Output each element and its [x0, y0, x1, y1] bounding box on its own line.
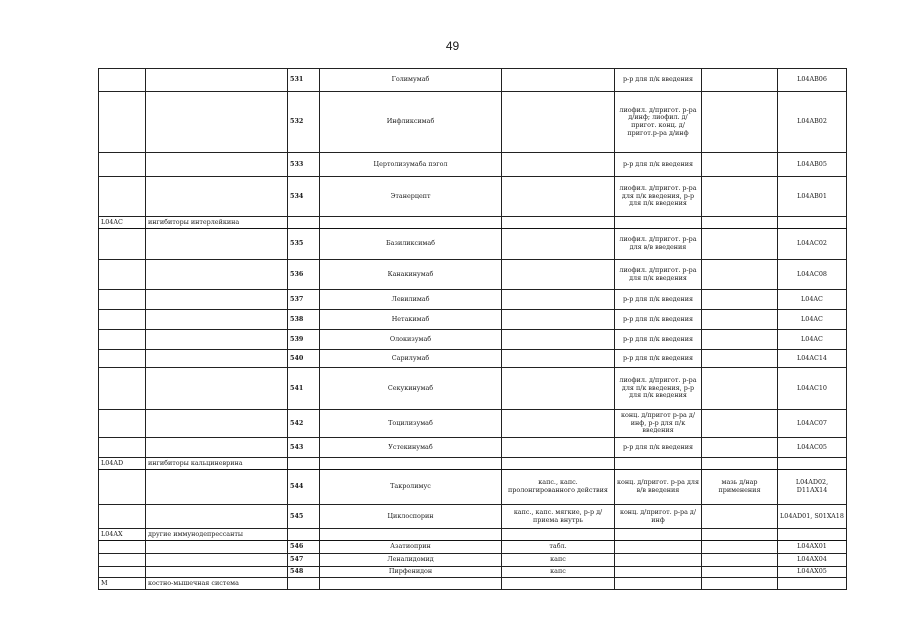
- drug-name-cell: Пирфенидон: [320, 567, 502, 578]
- dosage-form-injection-cell: [615, 217, 702, 229]
- dosage-form-injection-cell: лиофил. д/пригот. р-ра для п/к введения, р-р для п/к введения: [615, 177, 702, 217]
- dosage-form-oral-cell: капс., капс. мягкие, р-р д/приема внутрь: [502, 505, 615, 529]
- atc-group-code-cell: [99, 505, 146, 529]
- dosage-form-oral-cell: [502, 290, 615, 310]
- group-header-row: [99, 529, 847, 541]
- atc-code-cell: L04AC10: [778, 368, 847, 410]
- dosage-form-topical-cell: [702, 458, 778, 470]
- group-header-row: [99, 217, 847, 229]
- drug-name-cell: [320, 217, 502, 229]
- dosage-form-oral-cell: [502, 177, 615, 217]
- dosage-form-injection-cell: р-р для п/к введения: [615, 310, 702, 330]
- dosage-form-oral-cell: [502, 260, 615, 290]
- atc-group-code-cell: [99, 177, 146, 217]
- table-row: [99, 92, 847, 153]
- dosage-form-injection-cell: р-р для п/к введения: [615, 153, 702, 177]
- dosage-form-oral-cell: [502, 217, 615, 229]
- dosage-form-injection-cell: р-р для п/к введения: [615, 290, 702, 310]
- atc-code-cell: L04AC05: [778, 438, 847, 458]
- dosage-form-injection-cell: р-р для п/к введения: [615, 69, 702, 92]
- dosage-form-injection-cell: лиофил. д/пригот. р-ра д/инф; лиофил. д/пригот. конц. д/пригот.р-ра д/инф: [615, 92, 702, 153]
- row-number-cell: 531: [288, 69, 320, 92]
- table-row: [99, 554, 847, 567]
- group-name-cell: ингибиторы кальциневрина: [146, 458, 288, 470]
- group-name-cell: [146, 153, 288, 177]
- row-number-cell: 538: [288, 310, 320, 330]
- dosage-form-injection-cell: конц. д/пригот. р-ра для в/в введения: [615, 470, 702, 505]
- atc-group-code-cell: [99, 290, 146, 310]
- group-name-cell: [146, 330, 288, 350]
- drug-name-cell: Цертолизумаба пэгол: [320, 153, 502, 177]
- atc-code-cell: L04AC02: [778, 229, 847, 260]
- row-number-cell: [288, 458, 320, 470]
- atc-code-cell: L04AX01: [778, 541, 847, 554]
- atc-code-cell: L04AB06: [778, 69, 847, 92]
- dosage-form-topical-cell: [702, 92, 778, 153]
- group-name-cell: [146, 92, 288, 153]
- table-row: [99, 578, 847, 590]
- dosage-form-oral-cell: [502, 92, 615, 153]
- atc-code-cell: L04AC: [778, 330, 847, 350]
- group-name-cell: [146, 567, 288, 578]
- table-row: [99, 260, 847, 290]
- group-name-cell: [146, 438, 288, 458]
- dosage-form-injection-cell: конц. д/пригот р-ра д/инф, р-р для п/к введения: [615, 410, 702, 438]
- atc-group-code-cell: [99, 92, 146, 153]
- group-header-row: [99, 458, 847, 470]
- atc-code-cell: L04AD02, D11AX14: [778, 470, 847, 505]
- group-name-cell: [146, 541, 288, 554]
- drug-name-cell: Такролимус: [320, 470, 502, 505]
- atc-group-code-cell: [99, 438, 146, 458]
- atc-code-cell: L04AC: [778, 290, 847, 310]
- table-row: [99, 229, 847, 260]
- dosage-form-oral-cell: [502, 578, 615, 590]
- atc-group-code-cell: L04AD: [99, 458, 146, 470]
- table-row: [99, 567, 847, 578]
- dosage-form-injection-cell: лиофил. д/пригот. р-ра для п/к введения: [615, 260, 702, 290]
- drug-name-cell: Олокизумаб: [320, 330, 502, 350]
- drug-name-cell: Устекинумаб: [320, 438, 502, 458]
- dosage-form-injection-cell: р-р для п/к введения: [615, 350, 702, 368]
- drug-name-cell: Канакинумаб: [320, 260, 502, 290]
- dosage-form-topical-cell: [702, 541, 778, 554]
- atc-code-cell: [778, 578, 847, 590]
- row-number-cell: 548: [288, 567, 320, 578]
- dosage-form-injection-cell: [615, 529, 702, 541]
- dosage-form-topical-cell: мазь д/нар применения: [702, 470, 778, 505]
- dosage-form-topical-cell: [702, 330, 778, 350]
- row-number-cell: 533: [288, 153, 320, 177]
- drug-name-cell: Тоцилизумаб: [320, 410, 502, 438]
- dosage-form-topical-cell: [702, 69, 778, 92]
- dosage-form-oral-cell: табл.: [502, 541, 615, 554]
- dosage-form-topical-cell: [702, 217, 778, 229]
- drug-name-cell: Циклоспорин: [320, 505, 502, 529]
- dosage-form-injection-cell: р-р для п/к введения: [615, 330, 702, 350]
- dosage-form-oral-cell: [502, 310, 615, 330]
- group-name-cell: [146, 177, 288, 217]
- row-number-cell: 543: [288, 438, 320, 458]
- row-number-cell: [288, 217, 320, 229]
- dosage-form-topical-cell: [702, 153, 778, 177]
- dosage-form-topical-cell: [702, 310, 778, 330]
- drug-name-cell: [320, 529, 502, 541]
- atc-code-cell: L04AC14: [778, 350, 847, 368]
- dosage-form-topical-cell: [702, 350, 778, 368]
- atc-group-code-cell: [99, 310, 146, 330]
- row-number-cell: 537: [288, 290, 320, 310]
- dosage-form-topical-cell: [702, 260, 778, 290]
- row-number-cell: [288, 578, 320, 590]
- group-name-cell: [146, 368, 288, 410]
- atc-group-code-cell: [99, 541, 146, 554]
- group-name-cell: [146, 310, 288, 330]
- dosage-form-topical-cell: [702, 567, 778, 578]
- drug-list-table: [98, 68, 847, 590]
- group-name-cell: [146, 410, 288, 438]
- table-row: [99, 69, 847, 92]
- atc-code-cell: [778, 529, 847, 541]
- dosage-form-oral-cell: капс., капс. пролонгированного действия: [502, 470, 615, 505]
- table-row: [99, 330, 847, 350]
- dosage-form-injection-cell: [615, 458, 702, 470]
- row-number-cell: 546: [288, 541, 320, 554]
- atc-code-cell: L04AB05: [778, 153, 847, 177]
- dosage-form-topical-cell: [702, 554, 778, 567]
- table-row: [99, 505, 847, 529]
- page-number: 49: [445, 39, 460, 53]
- atc-group-code-cell: [99, 554, 146, 567]
- atc-code-cell: L04AC07: [778, 410, 847, 438]
- group-name-cell: [146, 229, 288, 260]
- drug-name-cell: Леналидомид: [320, 554, 502, 567]
- dosage-form-injection-cell: [615, 578, 702, 590]
- table-row: [99, 177, 847, 217]
- dosage-form-injection-cell: лиофил. д/пригот. р-ра для в/в введения: [615, 229, 702, 260]
- dosage-form-topical-cell: [702, 529, 778, 541]
- dosage-form-topical-cell: [702, 438, 778, 458]
- atc-code-cell: L04AC08: [778, 260, 847, 290]
- drug-name-cell: Нетакимаб: [320, 310, 502, 330]
- table-row: [99, 153, 847, 177]
- dosage-form-injection-cell: р-р для п/к введения: [615, 438, 702, 458]
- atc-group-code-cell: L04AX: [99, 529, 146, 541]
- dosage-form-topical-cell: [702, 578, 778, 590]
- atc-code-cell: L04AC: [778, 310, 847, 330]
- atc-group-code-cell: [99, 260, 146, 290]
- dosage-form-oral-cell: [502, 458, 615, 470]
- dosage-form-oral-cell: [502, 368, 615, 410]
- atc-code-cell: L04AB02: [778, 92, 847, 153]
- atc-code-cell: L04AX04: [778, 554, 847, 567]
- dosage-form-topical-cell: [702, 229, 778, 260]
- dosage-form-topical-cell: [702, 368, 778, 410]
- group-name-cell: [146, 470, 288, 505]
- row-number-cell: 532: [288, 92, 320, 153]
- drug-name-cell: Инфликсимаб: [320, 92, 502, 153]
- row-number-cell: 540: [288, 350, 320, 368]
- dosage-form-oral-cell: капс: [502, 554, 615, 567]
- row-number-cell: 534: [288, 177, 320, 217]
- dosage-form-topical-cell: [702, 290, 778, 310]
- dosage-form-topical-cell: [702, 505, 778, 529]
- atc-code-cell: L04AX05: [778, 567, 847, 578]
- dosage-form-oral-cell: [502, 350, 615, 368]
- group-name-cell: [146, 69, 288, 92]
- dosage-form-oral-cell: [502, 330, 615, 350]
- group-name-cell: [146, 350, 288, 368]
- drug-name-cell: Этанерцепт: [320, 177, 502, 217]
- atc-group-code-cell: [99, 153, 146, 177]
- dosage-form-topical-cell: [702, 410, 778, 438]
- row-number-cell: 545: [288, 505, 320, 529]
- table-row: [99, 290, 847, 310]
- dosage-form-oral-cell: капс: [502, 567, 615, 578]
- group-name-cell: костно-мышечная система: [146, 578, 288, 590]
- drug-name-cell: [320, 458, 502, 470]
- table-row: [99, 310, 847, 330]
- atc-group-code-cell: M: [99, 578, 146, 590]
- row-number-cell: 544: [288, 470, 320, 505]
- row-number-cell: [288, 529, 320, 541]
- atc-code-cell: [778, 458, 847, 470]
- group-name-cell: [146, 260, 288, 290]
- drug-name-cell: Азатиоприн: [320, 541, 502, 554]
- atc-group-code-cell: [99, 470, 146, 505]
- dosage-form-injection-cell: [615, 567, 702, 578]
- drug-name-cell: Голимумаб: [320, 69, 502, 92]
- atc-group-code-cell: [99, 410, 146, 438]
- atc-group-code-cell: [99, 229, 146, 260]
- dosage-form-oral-cell: [502, 529, 615, 541]
- atc-group-code-cell: L04AC: [99, 217, 146, 229]
- table-row: [99, 368, 847, 410]
- table-row: [99, 438, 847, 458]
- row-number-cell: 535: [288, 229, 320, 260]
- row-number-cell: 541: [288, 368, 320, 410]
- dosage-form-injection-cell: конц. д/пригот. р-ра д/инф: [615, 505, 702, 529]
- atc-group-code-cell: [99, 330, 146, 350]
- dosage-form-oral-cell: [502, 410, 615, 438]
- group-name-cell: ингибиторы интерлейкина: [146, 217, 288, 229]
- group-name-cell: [146, 505, 288, 529]
- dosage-form-oral-cell: [502, 153, 615, 177]
- dosage-form-injection-cell: [615, 541, 702, 554]
- drug-name-cell: Сарилумаб: [320, 350, 502, 368]
- row-number-cell: 536: [288, 260, 320, 290]
- dosage-form-oral-cell: [502, 229, 615, 260]
- atc-group-code-cell: [99, 69, 146, 92]
- table-row: [99, 470, 847, 505]
- dosage-form-injection-cell: лиофил. д/пригот. р-ра для п/к введения, р-р для п/к введения: [615, 368, 702, 410]
- dosage-form-oral-cell: [502, 438, 615, 458]
- group-name-cell: [146, 290, 288, 310]
- dosage-form-oral-cell: [502, 69, 615, 92]
- dosage-form-topical-cell: [702, 177, 778, 217]
- row-number-cell: 547: [288, 554, 320, 567]
- atc-code-cell: [778, 217, 847, 229]
- drug-name-cell: Базиликсимаб: [320, 229, 502, 260]
- drug-name-cell: [320, 578, 502, 590]
- table-row: [99, 541, 847, 554]
- row-number-cell: 539: [288, 330, 320, 350]
- atc-group-code-cell: [99, 368, 146, 410]
- row-number-cell: 542: [288, 410, 320, 438]
- atc-code-cell: L04AB01: [778, 177, 847, 217]
- atc-code-cell: L04AD01, S01XA18: [778, 505, 847, 529]
- group-name-cell: [146, 554, 288, 567]
- atc-group-code-cell: [99, 567, 146, 578]
- drug-name-cell: Секукинумаб: [320, 368, 502, 410]
- atc-group-code-cell: [99, 350, 146, 368]
- table-row: [99, 410, 847, 438]
- table-row: [99, 350, 847, 368]
- dosage-form-injection-cell: [615, 554, 702, 567]
- drug-name-cell: Левилимаб: [320, 290, 502, 310]
- group-name-cell: другие иммунодепрессанты: [146, 529, 288, 541]
